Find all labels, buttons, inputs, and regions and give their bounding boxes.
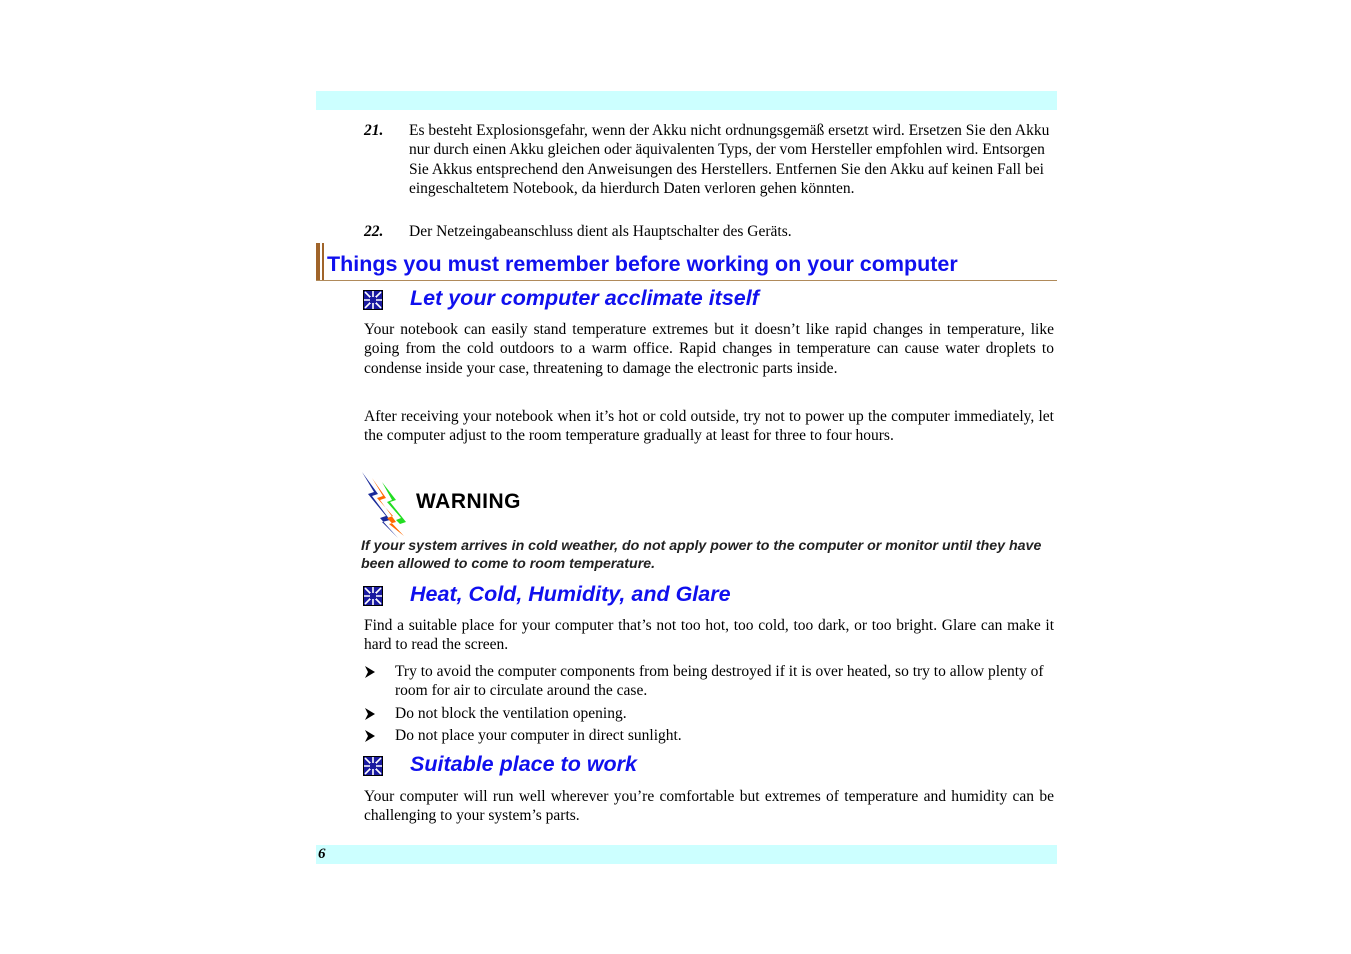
star-box-icon: [363, 290, 383, 310]
star-box-icon: [363, 756, 383, 776]
arrowhead-bullet-icon: [364, 665, 376, 679]
arrowhead-bullet-icon: [364, 729, 376, 743]
page-number: 6: [318, 846, 326, 862]
bullet-text: Try to avoid the computer components from being destroyed if it is over heated, so try to allow plenty of room for air to circulate around the case.: [395, 663, 1044, 700]
numbered-item-21: [364, 121, 1054, 199]
bullet-text: Do not place your computer in direct sunlight.: [395, 727, 682, 744]
item-number: 22.: [364, 223, 384, 240]
star-box-icon: [363, 586, 383, 606]
warning-label: WARNING: [416, 490, 521, 513]
bullet-item: [364, 662, 1054, 701]
paragraph: Your computer will run well wherever you’re comfortable but extremes of temperature and humidity can be challenging to your system’s parts.: [364, 788, 1054, 825]
subheading-text: Suitable place to work: [410, 752, 637, 776]
bullet-item: [364, 704, 1054, 723]
paragraph: After receiving your notebook when it’s hot or cold outside, try not to power up the computer immediately, let the computer adjust to the room temperature gradually at least for three to four hours.: [364, 408, 1054, 445]
item-text: Es besteht Explosionsgefahr, wenn der Akku nicht ordnungsgemäß ersetzt wird. Ersetzen Sie den Akku nur durch einen Akku gleichen oder äquivalenten Typs, der vom Hersteller empfohlen wird. Entsorgen Sie Akkus entsprechend den Anweisungen des Herstellers. Entfernen Sie den Akku auf keinen Fall bei eingeschaltetem Notebook, da hierdurch Daten verloren gehen könnten.: [409, 122, 1050, 198]
section-heading: [316, 243, 1057, 281]
lightning-warning-icon: [360, 472, 412, 538]
section-heading-text: Things you must remember before working on your computer: [327, 252, 958, 276]
item-text: Der Netzeingabeanschluss dient als Hauptschalter des Geräts.: [409, 223, 792, 240]
arrowhead-bullet-icon: [364, 707, 376, 721]
numbered-item-22: [364, 222, 1054, 241]
heading-rule-bar: [322, 243, 324, 280]
bullet-text: Do not block the ventilation opening.: [395, 705, 627, 722]
heading-rule-bar: [316, 243, 320, 280]
footer-band: [316, 845, 1057, 864]
subheading-text: Heat, Cold, Humidity, and Glare: [410, 582, 731, 606]
warning-text: If your system arrives in cold weather, do not apply power to the computer or monitor until they have been allowed to come to room temperature.: [361, 538, 1042, 572]
paragraph: Your notebook can easily stand temperature extremes but it doesn’t like rapid changes in temperature, like going from the cold outdoors to a warm office. Rapid changes in temperature can cause water droplets to condense inside your case, threatening to damage the electronic parts inside.: [364, 321, 1054, 377]
header-band: [316, 91, 1057, 110]
item-number: 21.: [364, 122, 384, 139]
subheading-text: Let your computer acclimate itself: [410, 286, 759, 310]
bullet-item: [364, 726, 1054, 745]
paragraph: Find a suitable place for your computer that’s not too hot, too cold, too dark, or too bright. Glare can make it hard to read the screen.: [364, 617, 1054, 654]
